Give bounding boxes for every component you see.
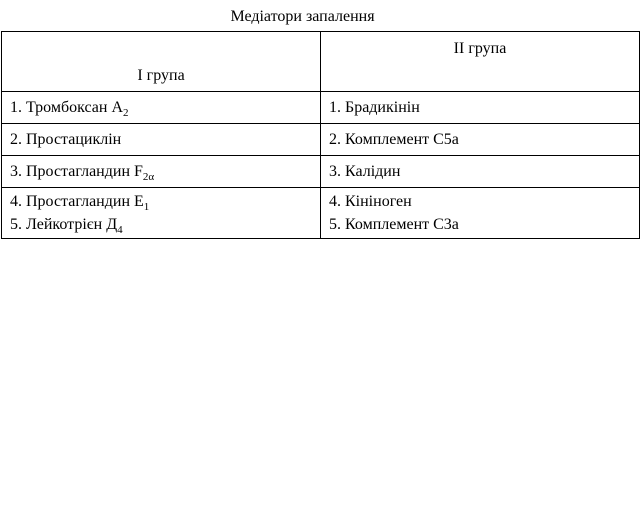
table-row (2, 92, 640, 124)
mediator-name: 5. Комплемент С3а (329, 216, 459, 233)
mediator-subscript: 2α (142, 170, 155, 183)
table-row (2, 188, 640, 239)
header-group-1: I група (2, 32, 321, 92)
mediator-name: 3. Калідин (329, 162, 401, 180)
mediator-name: 2. Простациклін (10, 130, 122, 148)
mediators-table (1, 31, 640, 239)
table-row (2, 124, 640, 156)
cell-group-2 (321, 124, 640, 156)
mediator-item (10, 129, 312, 151)
cell-group-2 (321, 156, 640, 188)
mediator-item (10, 161, 312, 183)
cell-group-2 (321, 188, 640, 239)
mediator-item (329, 97, 631, 119)
mediator-subscript: 2 (123, 106, 129, 119)
cell-group-1 (2, 124, 321, 156)
mediator-name: 5. Лейкотрієн Д (10, 216, 118, 233)
mediator-item (329, 161, 631, 183)
mediator-item (10, 190, 312, 213)
cell-group-1 (2, 92, 321, 124)
table-row (2, 156, 640, 188)
mediator-item (329, 129, 631, 151)
mediator-subscript: 4 (117, 224, 123, 236)
mediator-name: 4. Кініноген (329, 193, 412, 210)
table-header-row (2, 32, 640, 92)
cell-group-1 (2, 156, 321, 188)
mediator-item (10, 213, 312, 236)
mediator-item (10, 97, 312, 119)
mediator-subscript: 1 (143, 201, 150, 213)
mediator-name: 3. Простагландин F (10, 162, 143, 180)
mediator-name: 1. Тромбоксан А (10, 98, 124, 116)
cell-group-2 (321, 92, 640, 124)
cell-group-1 (2, 188, 321, 239)
document-title: Медіатори запалення (230, 8, 375, 25)
mediator-name: 1. Брадикінін (329, 98, 420, 116)
mediator-item (329, 190, 631, 213)
mediator-name: 2. Комплемент С5а (329, 130, 459, 148)
mediator-item (329, 213, 631, 236)
mediator-name: 4. Простагландин Е (10, 193, 144, 210)
header-group-2: II група (321, 32, 640, 92)
